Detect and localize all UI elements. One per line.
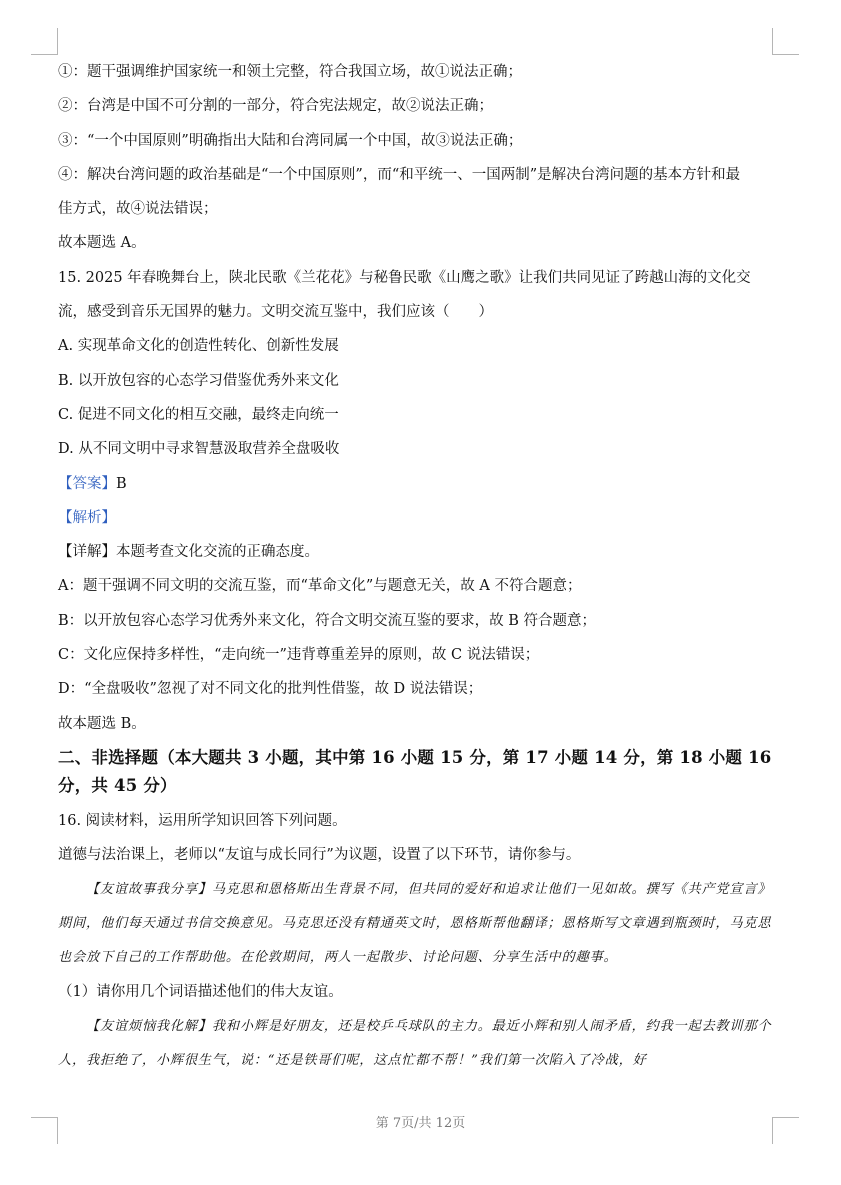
crop-mark-top-left bbox=[31, 28, 58, 55]
material-friendship-story bbox=[58, 873, 774, 976]
detail-line-b: B：以开放包容心态学习优秀外来文化，符合文明交流互鉴的要求，故 B 符合题意； bbox=[58, 612, 597, 629]
material-friendship-trouble-text: 【友谊烦恼我化解】我和小辉是好朋友，还是校乒乓球队的主力。最近小辉和别人闹矛盾，约我一起去教训那个人，我拒绝了，小辉很生气，说：“还是铁哥们呢，这点忙都不帮！”我们第一次陷入了冷战，好 bbox=[58, 1018, 772, 1069]
q15-stem-2: 流，感受到音乐无国界的魅力。文明交流互鉴中，我们应该（ ） bbox=[58, 304, 493, 321]
detail-line-1: 【详解】本题考查文化交流的正确态度。 bbox=[58, 544, 319, 561]
answer-line bbox=[58, 467, 774, 501]
detail-line-d: D：“全盘吸收”忽视了对不同文化的批判性借鉴，故 D 说法错误； bbox=[58, 681, 483, 698]
q15-stem-1: 15. 2025 年春晚舞台上，陕北民歌《兰花花》与秘鲁民歌《山鹰之歌》让我们共同见证了跨越山海的文化交 bbox=[58, 269, 751, 286]
analysis-line-4: ④：解决台湾问题的政治基础是“一个中国原则”，而“和平统一、一国两制”是解决台湾问题的基本方针和最 bbox=[58, 166, 741, 183]
q15-option-c: C. 促进不同文化的相互交融，最终走向统一 bbox=[58, 406, 339, 423]
analysis-line-1: ①：题干强调维护国家统一和领土完整，符合我国立场，故①说法正确； bbox=[58, 64, 522, 80]
analysis-tag: 【解析】 bbox=[58, 509, 116, 526]
q14-conclusion: 故本题选 A。 bbox=[58, 235, 146, 252]
q15-conclusion: 故本题选 B。 bbox=[58, 715, 146, 732]
material-friendship-story-text: 【友谊故事我分享】马克思和恩格斯出生背景不同，但共同的爱好和追求让他们一见如故。撰写《共产党宣言》期间，他们每天通过书信交换意见。马克思还没有精通英文时，恩格斯帮他翻译；恩格斯写文章遇到瓶颈时，马克思也会放下自己的工作帮助他。在伦敦期间，两人一起散步、讨论问题、分享生活中的趣事。 bbox=[58, 881, 772, 966]
page-content bbox=[58, 55, 774, 1078]
detail-line-c: C：文化应保持多样性，“走向统一”违背尊重差异的原则，故 C 说法错误； bbox=[58, 647, 540, 664]
analysis-line-2: ②：台湾是中国不可分割的一部分，符合宪法规定，故②说法正确； bbox=[58, 98, 493, 115]
material-friendship-trouble bbox=[58, 1010, 774, 1079]
crop-mark-top-right bbox=[772, 28, 799, 55]
analysis-line-4-cont: 佳方式，故④说法错误； bbox=[58, 201, 218, 218]
q16-sub-1: （1）请你用几个词语描述他们的伟大友谊。 bbox=[58, 984, 343, 1001]
q15-option-d: D. 从不同文明中寻求智慧汲取营养全盘吸收 bbox=[58, 441, 340, 458]
analysis-line-3: ③：“一个中国原则”明确指出大陆和台湾同属一个中国，故③说法正确； bbox=[58, 132, 523, 149]
q15-option-a: A. 实现革命文化的创造性转化、创新性发展 bbox=[58, 338, 339, 355]
page-number-footer: 第 7页/共 12页 bbox=[375, 1116, 466, 1131]
q16-intro: 道德与法治课上，老师以“友谊与成长同行”为议题，设置了以下环节，请你参与。 bbox=[58, 847, 581, 864]
section-heading: 二、非选择题（本大题共 3 小题，其中第 16 小题 15 分，第 17 小题 14 分，第 18 小题 16 分，共 45 分） bbox=[58, 747, 772, 795]
answer-tag: 【答案】 bbox=[58, 475, 116, 492]
q16-stem: 16. 阅读材料，运用所学知识回答下列问题。 bbox=[58, 812, 347, 829]
answer-value: B bbox=[116, 475, 127, 492]
q15-option-b: B. 以开放包容的心态学习借鉴优秀外来文化 bbox=[58, 372, 339, 389]
detail-line-a: A：题干强调不同文明的交流互鉴，而“革命文化”与题意无关，故 A 不符合题意； bbox=[58, 578, 582, 595]
